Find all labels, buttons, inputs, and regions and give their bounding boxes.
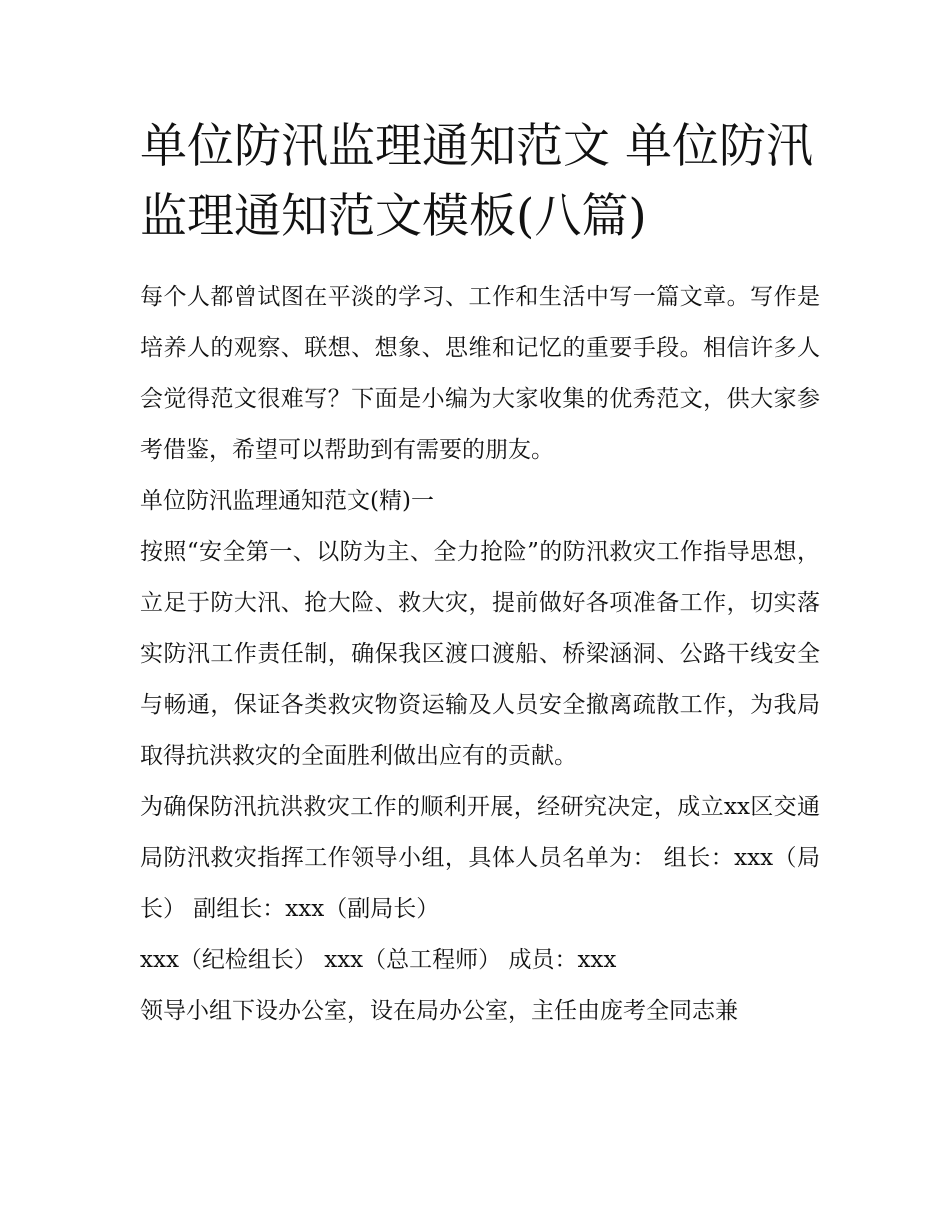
paragraph-office: 领导小组下设办公室，设在局办公室，主任由庞考全同志兼 xyxy=(140,998,738,1024)
document-body xyxy=(140,272,820,1037)
paragraph-leadership-group: 为确保防汛抗洪救灾工作的顺利开展，经研究决定，成立xx区交通局防汛救灾指挥工作领导小组，具体人员名单为： 组长：xxx（局长） 副组长：xxx（副局长） xyxy=(140,794,820,922)
paragraph-guiding-principle: 按照“安全第一、以防为主、全力抢险”的防汛救灾工作指导思想，立足于防大汛、抢大险、救大灾，提前做好各项准备工作，切实落实防汛工作责任制，确保我区渡口渡船、桥梁涵洞、公路干线安全与畅通，保证各类救灾物资运输及人员安全撤离疏散工作，为我局取得抗洪救灾的全面胜利做出应有的贡献。 xyxy=(140,539,820,769)
section-heading: 单位防汛监理通知范文(精)一 xyxy=(140,488,434,514)
paragraph-intro: 每个人都曾试图在平淡的学习、工作和生活中写一篇文章。写作是培养人的观察、联想、想象、思维和记忆的重要手段。相信许多人会觉得范文很难写？下面是小编为大家收集的优秀范文，供大家参考借鉴，希望可以帮助到有需要的朋友。 xyxy=(140,284,820,463)
document-title: 单位防汛监理通知范文 单位防汛监理通知范文模板(八篇) xyxy=(140,119,813,244)
paragraph-members: xxx（纪检组长） xxx（总工程师） 成员：xxx xyxy=(140,947,617,973)
